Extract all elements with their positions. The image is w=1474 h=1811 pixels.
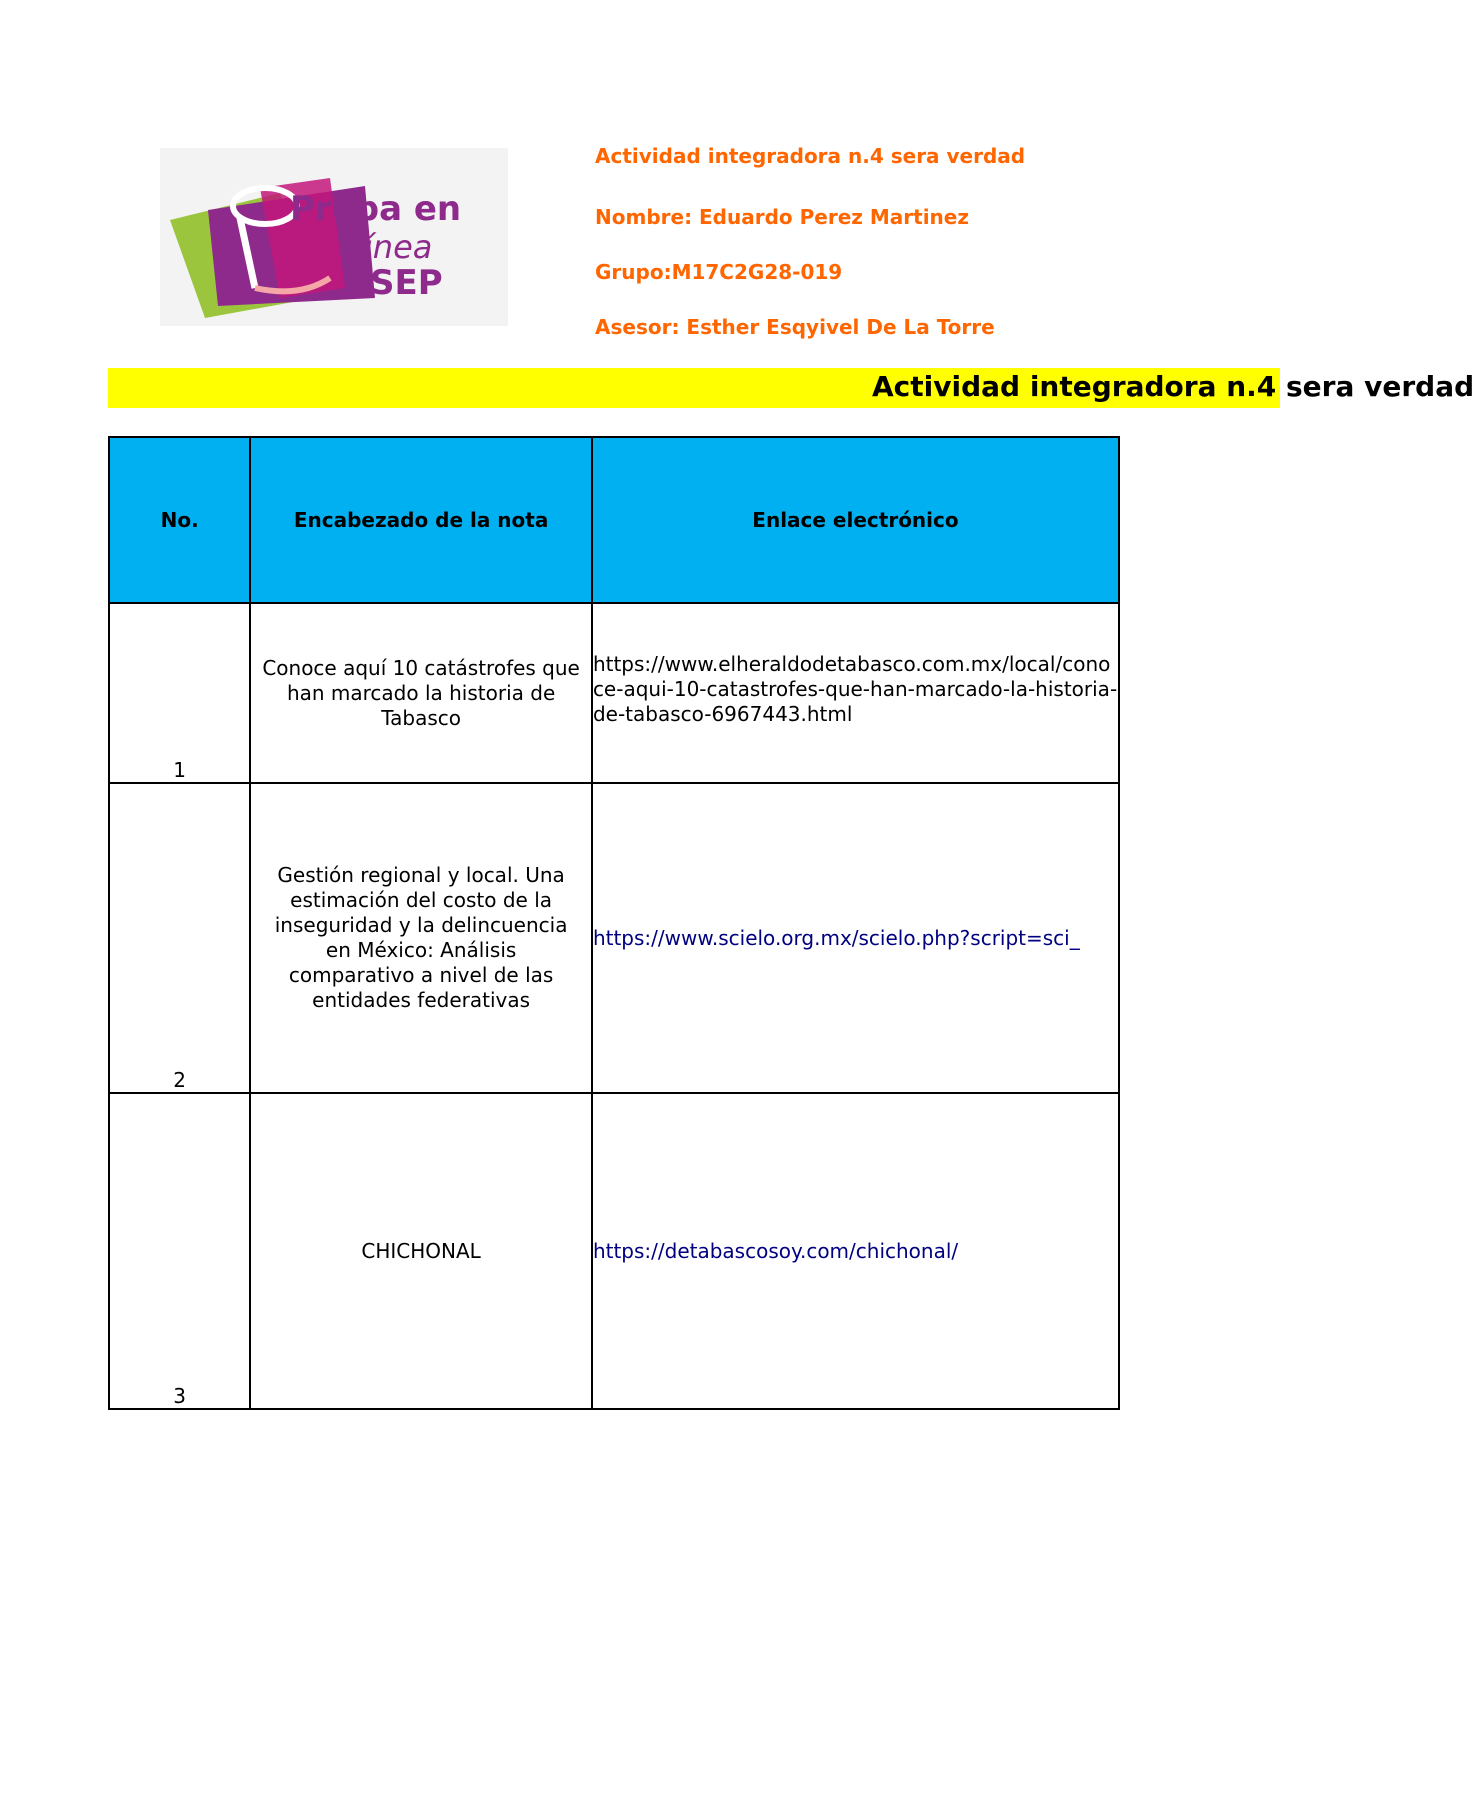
row-link[interactable]: https://www.scielo.org.mx/scielo.php?script=sci_ [592,783,1119,1093]
banner-clip [108,368,1474,408]
header-headline: Encabezado de la nota [250,437,592,603]
row-link[interactable]: https://www.elheraldodetabasco.com.mx/local/conoce-aqui-10-catastrofes-que-han-marcado-la-historia-de-tabasco-6967443.html [592,603,1119,783]
row-number: 2 [109,783,250,1093]
logo-line-2: línea [355,228,433,266]
row-number: 3 [109,1093,250,1409]
group-code: Grupo:M17C2G28-019 [595,260,843,284]
prepa-en-linea-sep-logo [160,148,508,326]
table-header-row [109,437,1119,603]
logo-line-3: SEP [370,263,443,303]
logo-line-1: Prepa en [290,189,462,229]
table-row [109,783,1119,1093]
banner-title: Actividad integradora n.4 sera verdad [872,370,1474,403]
activity-title: Actividad integradora n.4 sera verdad [595,144,1026,168]
row-headline: Conoce aquí 10 catástrofes que han marcado la historia de Tabasco [250,603,592,783]
table-row [109,1093,1119,1409]
header-link: Enlace electrónico [592,437,1119,603]
header-no: No. [109,437,250,603]
row-headline: Gestión regional y local. Una estimación del costo de la inseguridad y la delincuencia en México: Análisis comparativo a nivel de las entidades federativas [250,783,592,1093]
student-name: Nombre: Eduardo Perez Martinez [595,205,969,229]
row-number: 1 [109,603,250,783]
table-row [109,603,1119,783]
advisor-name: Asesor: Esther Esqyivel De La Torre [595,315,995,339]
row-headline: CHICHONAL [250,1093,592,1409]
row-link[interactable]: https://detabascosoy.com/chichonal/ [592,1093,1119,1409]
news-table [108,436,1120,1410]
